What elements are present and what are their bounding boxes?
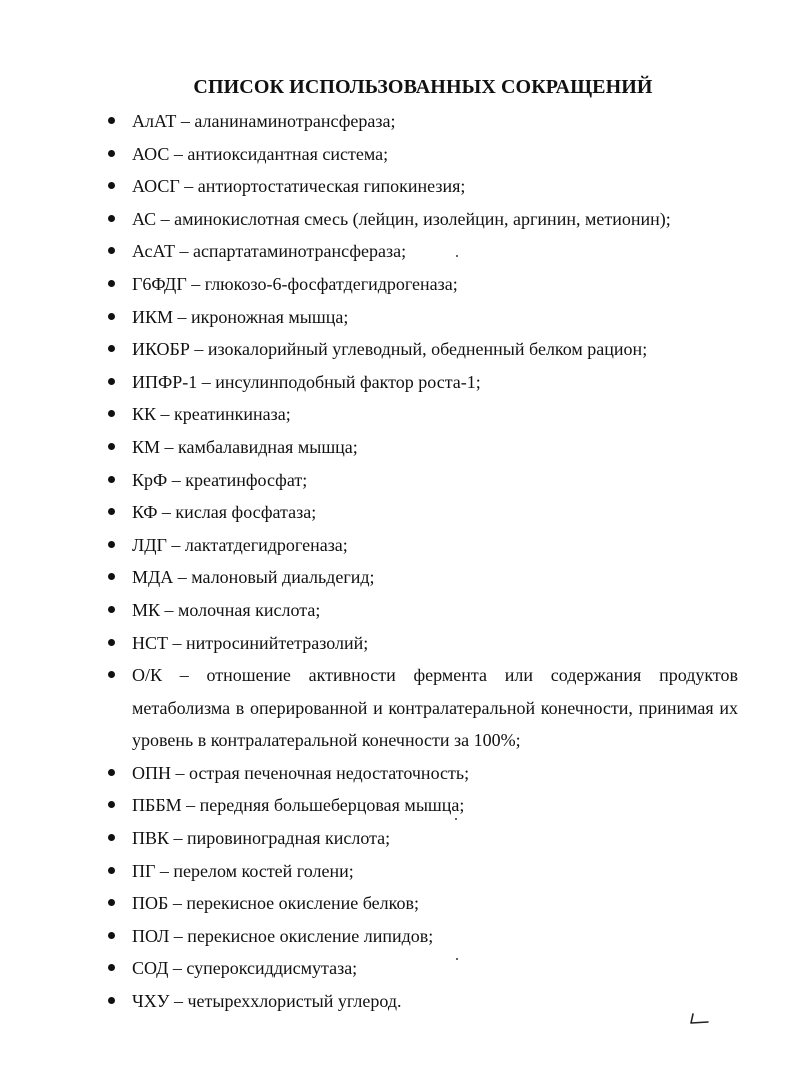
list-item-text: НСТ – нитросинийтетразолий;	[132, 632, 369, 653]
list-item	[108, 431, 738, 464]
list-item	[108, 952, 738, 985]
list-item-text: ПОБ – перекисное окисление белков;	[132, 893, 419, 914]
list-item	[108, 366, 738, 399]
list-item-text: КК – креатинкиназа;	[132, 404, 291, 425]
list-item	[108, 887, 738, 920]
bullet-icon	[108, 867, 115, 874]
list-item	[108, 789, 738, 822]
bullet-icon	[108, 117, 115, 124]
list-item-text: О/К – отношение активности фермента или содержания продуктов метаболизма в оперированной и контралатеральной конечности, принимая их уровень в контралатеральной конечности за 100%;	[132, 665, 738, 751]
list-item	[108, 627, 738, 660]
list-item	[108, 203, 738, 236]
list-item	[108, 757, 738, 790]
list-item-text: Г6ФДГ – глюкозо-6-фосфатдегидрогеназа;	[132, 273, 458, 294]
list-item	[108, 529, 738, 562]
bullet-icon	[108, 834, 115, 841]
list-item	[108, 464, 738, 497]
bullet-icon	[108, 769, 115, 776]
scan-speck	[455, 818, 457, 820]
bullet-icon	[108, 671, 115, 678]
bullet-icon	[108, 182, 115, 189]
list-item	[108, 301, 738, 334]
list-item	[108, 333, 738, 366]
list-item-text: ИКМ – икроножная мышца;	[132, 306, 349, 327]
list-item	[108, 398, 738, 431]
list-item-text: ПГ – перелом костей голени;	[132, 860, 354, 881]
bullet-icon	[108, 801, 115, 808]
bullet-icon	[108, 247, 115, 254]
bullet-icon	[108, 443, 115, 450]
list-item	[108, 659, 738, 757]
bullet-icon	[108, 639, 115, 646]
list-item	[108, 268, 738, 301]
bullet-icon	[108, 476, 115, 483]
list-item-text: ПББМ – передняя большеберцовая мышца;	[132, 795, 465, 816]
list-item	[108, 920, 738, 953]
bullet-icon	[108, 280, 115, 287]
bullet-icon	[108, 541, 115, 548]
list-item	[108, 985, 738, 1018]
list-item-text: ЧХУ – четыреххлористый углерод.	[132, 991, 402, 1012]
list-item-text: АсАТ – аспартатаминотрансфераза;	[132, 241, 407, 262]
list-item-text: АлАТ – аланинаминотрансфераза;	[132, 111, 396, 131]
bullet-icon	[108, 899, 115, 906]
abbreviation-list	[108, 105, 738, 1018]
list-item	[108, 561, 738, 594]
list-item-text: АОСГ – антиортостатическая гипокинезия;	[132, 176, 466, 197]
list-item-text: ЛДГ – лактатдегидрогеназа;	[132, 534, 348, 555]
list-item-text: МДА – малоновый диальдегид;	[132, 567, 375, 588]
page-number-mark	[688, 1012, 710, 1026]
list-item-text: СОД – супероксиддисмутаза;	[132, 958, 358, 979]
list-item	[108, 105, 738, 138]
list-item	[108, 594, 738, 627]
page-title: СПИСОК ИСПОЛЬЗОВАННЫХ СОКРАЩЕНИЙ	[193, 76, 653, 98]
bullet-icon	[108, 964, 115, 971]
bullet-icon	[108, 345, 115, 352]
bullet-icon	[108, 150, 115, 157]
bullet-icon	[108, 508, 115, 515]
list-item-text: ИКОБР – изокалорийный углеводный, обедненный белком рацион;	[132, 339, 648, 360]
list-item-text: КМ – камбалавидная мышца;	[132, 436, 358, 457]
list-item-text: АС – аминокислотная смесь (лейцин, изолейцин, аргинин, метионин);	[132, 208, 671, 229]
list-item	[108, 496, 738, 529]
bullet-icon	[108, 606, 115, 613]
list-item-text: ОПН – острая печеночная недостаточность;	[132, 762, 470, 783]
bullet-icon	[108, 410, 115, 417]
scan-speck	[456, 958, 458, 960]
bullet-icon	[108, 932, 115, 939]
bullet-icon	[108, 313, 115, 320]
list-item-text: ПВК – пировиноградная кислота;	[132, 828, 391, 849]
list-item	[108, 138, 738, 171]
list-item	[108, 855, 738, 888]
bullet-icon	[108, 215, 115, 222]
bullet-icon	[108, 997, 115, 1004]
list-item-text: АОС – антиоксидантная система;	[132, 143, 389, 164]
list-item-text: ПОЛ – перекисное окисление липидов;	[132, 925, 434, 946]
list-item-text: КрФ – креатинфосфат;	[132, 469, 308, 490]
scan-speck	[456, 255, 458, 257]
list-item-text: ИПФР-1 – инсулинподобный фактор роста-1;	[132, 371, 481, 392]
list-item	[108, 235, 738, 268]
list-item	[108, 822, 738, 855]
list-item	[108, 170, 738, 203]
bullet-icon	[108, 378, 115, 385]
list-item-text: КФ – кислая фосфатаза;	[132, 502, 317, 523]
bullet-icon	[108, 573, 115, 580]
list-item-text: МК – молочная кислота;	[132, 599, 321, 620]
